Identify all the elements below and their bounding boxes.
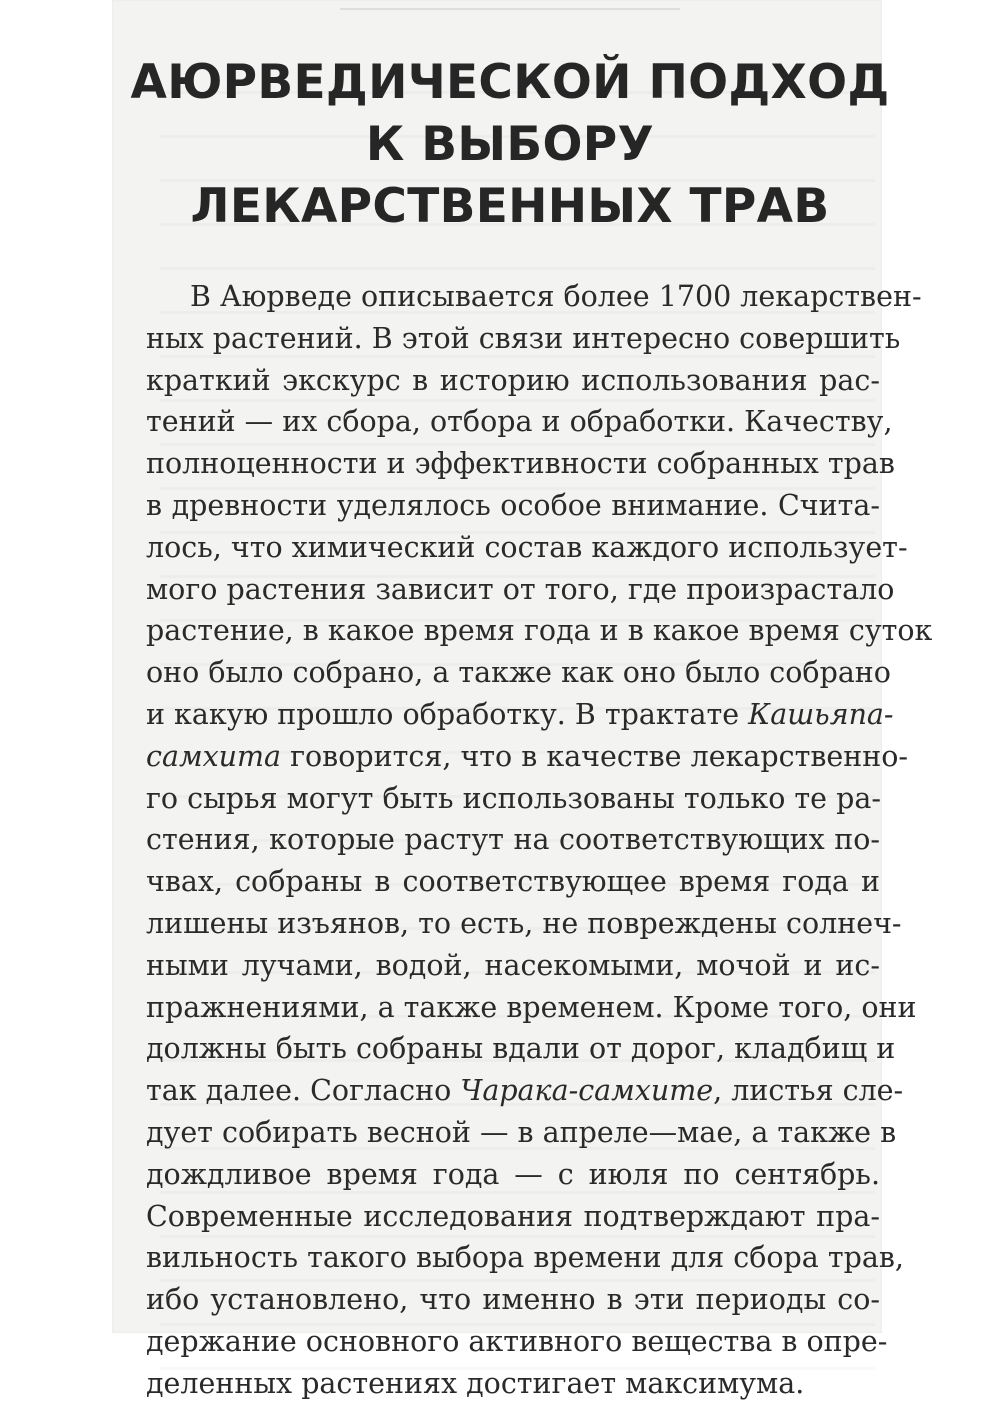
text-line: [146, 318, 901, 360]
text-line: [146, 778, 880, 820]
text-run: Современные исследования подтверждают пра-: [146, 1199, 880, 1233]
text-line: [146, 443, 895, 485]
text-run: и какую прошло обработку. В трактате: [146, 697, 749, 731]
heading-line: ЛЕКАРСТВЕННЫХ ТРАВ: [190, 179, 830, 234]
text-line: [146, 1279, 880, 1321]
text-run: стения, которые растут на соответствующих по-: [146, 823, 880, 857]
italic-title: самхита: [146, 739, 282, 773]
running-head-bleed-through: [340, 0, 680, 10]
text-run: чвах, собраны в соответствующее время года и: [146, 865, 880, 899]
text-run: ибо установлено, что именно в эти периоды со-: [146, 1283, 880, 1317]
text-run: так далее. Согласно: [146, 1074, 461, 1108]
text-line: [146, 903, 902, 945]
text-line: [146, 736, 909, 778]
text-line: [146, 276, 922, 318]
text-run: пражнениями, а также временем. Кроме того, они: [146, 990, 917, 1024]
text-line: [146, 401, 893, 443]
text-run: мого растения зависит от того, где произрастало: [146, 572, 895, 606]
text-run: лишены изъянов, то есть, не повреждены солнеч-: [146, 906, 902, 940]
text-run: полноценности и эффективности собранных трав: [146, 447, 895, 481]
text-line: [146, 1321, 888, 1363]
heading-line: К ВЫБОРУ: [365, 117, 655, 172]
text-line: [146, 945, 880, 987]
text-line: [146, 1363, 880, 1405]
text-line: [146, 1237, 904, 1279]
text-run: дождливое время года — с июля по сентябрь.: [146, 1157, 880, 1191]
text-line: [146, 1028, 896, 1070]
heading-line: АЮРВЕДИЧЕСКОЙ ПОДХОД: [130, 55, 890, 110]
text-run: го сырья могут быть использованы только те ра-: [146, 781, 881, 815]
text-run: вильность такого выбора времени для сбора трав,: [146, 1241, 904, 1275]
text-run: тений — их сбора, отбора и обработки. Качеству,: [146, 405, 893, 439]
text-line: [146, 360, 880, 402]
text-run: ных растений. В этой связи интересно совершить: [146, 321, 901, 355]
italic-title: Кашьяпа-: [748, 697, 894, 731]
text-run: ными лучами, водой, насекомыми, мочой и ис-: [146, 948, 880, 982]
text-line: [146, 819, 880, 861]
text-run: в древности уделялось особое внимание. Счита-: [146, 488, 880, 522]
text-run: В Аюрведе описывается более 1700 лекарствен-: [190, 280, 922, 313]
text-line: [146, 694, 894, 736]
text-line: [146, 987, 917, 1029]
text-run: говорится, что в качестве лекарственно-: [281, 739, 909, 773]
text-run: , листья сле-: [713, 1074, 904, 1108]
text-line: [146, 527, 908, 569]
text-run: держание основного активного вещества в опре-: [146, 1324, 888, 1358]
text-run: оно было собрано, а также как оно было собрано: [146, 656, 891, 690]
text-run: краткий экскурс в историю использования рас-: [146, 363, 880, 397]
text-line: [146, 861, 880, 903]
text-line: [146, 1196, 880, 1238]
text-line: [146, 569, 895, 611]
text-run: должны быть собраны вдали от дорог, кладбищ и: [146, 1032, 896, 1066]
text-line: [146, 1154, 880, 1196]
chapter-heading: [130, 52, 890, 238]
text-run: растение, в какое время года и в какое время суток: [146, 614, 933, 648]
text-run: дует собирать весной — в апреле—мае, а также в: [146, 1115, 897, 1149]
text-line: [146, 485, 880, 527]
text-line: [146, 610, 933, 652]
text-run: деленных растениях достигает максимума.: [146, 1366, 805, 1400]
text-run: лось, что химический состав каждого использует-: [146, 530, 908, 564]
text-line: [146, 652, 891, 694]
italic-title: Чарака-самхите: [460, 1074, 714, 1108]
text-line: [146, 1070, 904, 1112]
body-paragraph: [146, 276, 933, 1405]
text-line: [146, 1112, 897, 1154]
